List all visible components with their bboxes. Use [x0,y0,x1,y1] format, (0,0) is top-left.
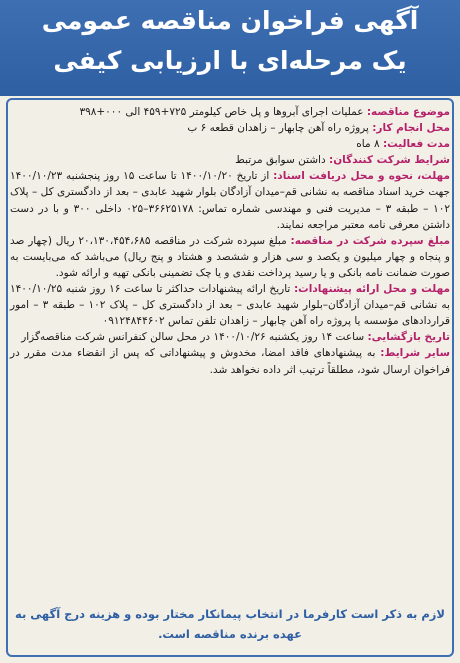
notice-subtitle: یک مرحله‌ای با ارزیابی کیفی [53,46,407,75]
section-text: داشتن سوابق مرتبط [235,154,326,167]
section-label: مبلغ سپرده شرکت در مناقصه: [290,234,450,247]
section-participant-conditions [10,152,450,168]
section-submission [10,281,450,329]
section-other-conditions [10,345,450,377]
footer-note: لازم به ذکر است کارفرما در انتخاب پیمانکار مختار بوده و هزینه درج آگهی به عهده برنده مناقصه است. [15,607,445,641]
section-text: عملیات اجرای آبروها و پل خاص کیلومتر ۷۲۵+۴۵۹ الی ۰۰۰+۳۹۸ [79,106,364,118]
section-text: به پیشنهادهای فاقد امضا، مخدوش و پیشنهاداتی که پس از انقضاء مدت مقرر در فراخوان ارسال شود، مطلقاً ترتیب اثر داده نخواهد شد. [10,347,450,376]
section-label: شرایط شرکت کنندگان: [329,154,450,167]
section-text: ۸ ماه [356,138,380,151]
section-label: سایر شرایط: [380,347,450,360]
section-text: پروژه راه آهن چابهار – زاهدان قطعه ۶ ب [187,122,369,135]
header-banner [0,0,460,96]
section-label: مدت فعالیت: [382,138,450,151]
section-text: مبلغ سپرده شرکت در مناقصه ۲۰،۱۳۰،۴۵۴،۶۸۵ ریال (چهار صد و پنجاه و چهار میلیون و یکصد و سی هزار و ششصد و هشتاد و پنج ریال) می‌باشد که می‌بایست به صورت ضمانت نامه بانکی و یا رسید پرداخت نقدی و یا چک تضمینی بانکی تهیه و ارائه شود. [10,234,450,279]
notice-body [10,104,450,604]
section-text: ساعت ۱۴ روز یکشنبه ۱۴۰۰/۱۰/۲۶ در محل سالن کنفرانس شرکت مناقصه‌گزار [21,331,365,344]
section-label: موضوع مناقصه: [366,106,450,118]
section-label: مهلت و محل ارائه پیشنهادات: [293,283,450,296]
section-duration [10,136,450,152]
section-subject [10,104,450,120]
section-opening-date [10,329,450,345]
section-label: مهلت، نحوه و محل دریافت اسناد: [273,170,450,183]
section-text: تاریخ ارائه پیشنهادات حداکثر تا ساعت ۱۶ روز شنبه ۱۴۰۰/۱۰/۲۵ به نشانی قم–میدان آزادگان–بلوار شهید عابدی – بعد از دادگستری کل – پلاک ۱۰۲ – طبقه ۳ – امور قراردادهای مؤسسه یا پروژه راه آهن چابهار – زاهدان تلفن تماس ۰۹۱۲۴۸۴۴۶۰۲ [10,283,450,328]
section-deposit [10,233,450,281]
section-location [10,120,450,136]
notice-title: آگهی فراخوان مناقصه عمومی [41,6,419,35]
section-text: از تاریخ ۱۴۰۰/۱۰/۲۰ تا ساعت ۱۵ روز پنجشنبه ۱۴۰۰/۱۰/۲۳ جهت خرید اسناد مناقصه به نشانی قم–میدان آزادگان بلوار شهید عابدی – بعد از دادگستری کل – پلاک ۱۰۲ – طبقه ۳ – مدیریت فنی و مهندسی شماره تماس: ۳۶۶۲۵۱۷۸–۰۲۵ داخلی ۳۰۰ و با در دست داشتن معرفی نامه معتبر مراجعه نمایند. [10,170,450,231]
section-label: محل انجام کار: [372,122,450,135]
section-label: تاریخ بازگشایی: [367,331,450,344]
section-document-receipt [10,168,450,232]
